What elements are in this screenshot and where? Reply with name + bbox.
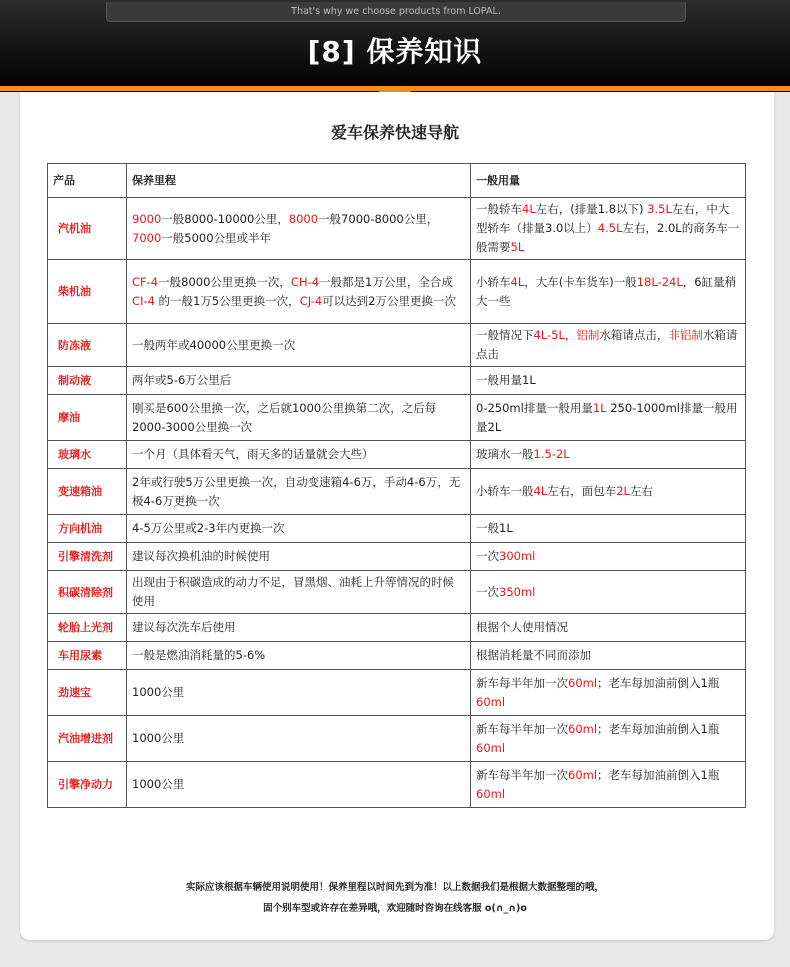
highlight-text: 7000 (132, 230, 162, 245)
highlight-text: CJ-4 (299, 293, 323, 308)
usage-cell (471, 543, 746, 571)
cell-text: 1000公里 (132, 777, 185, 791)
table-body (48, 198, 746, 808)
footer-note (0, 877, 790, 919)
table-row (48, 469, 746, 515)
cell-text: 0-250ml排量一般用量 (476, 400, 593, 415)
table-row (48, 395, 746, 441)
product-cell: 积碳清除剂 (48, 571, 127, 614)
cell-text: 一般轿车 (476, 202, 522, 216)
highlight-text: 18L-24L (636, 274, 683, 289)
table-row (48, 614, 746, 642)
header-mileage: 保养里程 (127, 164, 471, 198)
highlight-text: CF-4 (132, 274, 159, 289)
cell-text: 建议每次换机油的时候使用 (132, 549, 270, 563)
highlight-text: 4L (533, 484, 548, 498)
table-row (48, 543, 746, 571)
cell-text: 新车每半年加一次 (476, 721, 568, 736)
cell-text: 一般两年或40000公里更换一次 (132, 337, 296, 352)
cell-text: 一次 (476, 549, 499, 563)
cell-text: 刚买是600公里换一次，之后就1000公里换第二次，之后每2000-3000公里换一次 (132, 400, 437, 434)
usage-cell (471, 515, 746, 543)
cell-text: 左右，中大型轿车（排量3.0以上） (476, 202, 730, 235)
mileage-cell (127, 762, 471, 808)
highlight-text: 4L (522, 202, 536, 216)
highlight-text: 非铝制 (668, 328, 703, 342)
cell-text: 一般8000公里更换一次， (158, 274, 291, 289)
usage-cell (471, 571, 746, 614)
product-cell: 劲速宝 (48, 670, 127, 716)
highlight-text: 60ml (568, 721, 598, 736)
highlight-text: CI-4 (132, 293, 155, 308)
cell-text: 小轿车 (476, 274, 511, 289)
cell-text: 根据消耗量不同而添加 (476, 648, 591, 662)
cell-text: 水箱请点击， (599, 328, 669, 342)
product-cell: 防冻液 (48, 324, 127, 367)
highlight-text: 1.5-2L (533, 447, 570, 461)
cell-text: 两年或5-6万公里后 (132, 373, 232, 387)
highlight-text: CH-4 (290, 274, 320, 289)
cell-text: 左右，2.0L的商务车一般需要 (476, 221, 740, 254)
highlight-text: 4.5L (597, 221, 623, 235)
highlight-text: 8000 (288, 211, 319, 226)
cell-text: ， (564, 328, 577, 342)
product-cell: 轮胎上光剂 (48, 614, 127, 642)
table-row (48, 324, 746, 367)
cell-text: 1000公里 (132, 731, 185, 745)
cell-text: ，大车(卡车货车)一般 (524, 274, 637, 289)
product-cell: 制动液 (48, 367, 127, 395)
usage-cell (471, 198, 746, 260)
usage-cell (471, 324, 746, 367)
usage-cell (471, 762, 746, 808)
mileage-cell (127, 441, 471, 469)
usage-cell (471, 716, 746, 762)
highlight-text: 铝制 (576, 328, 600, 342)
table-row (48, 762, 746, 808)
highlight-text: 3.5L (647, 202, 672, 216)
usage-cell (471, 469, 746, 515)
cell-text: 一般1L (476, 521, 513, 535)
table-row (48, 441, 746, 469)
mileage-cell (127, 324, 471, 367)
mileage-cell (127, 716, 471, 762)
cell-text: 250-1000ml排量一般用量2L (476, 400, 738, 434)
product-cell: 引擎清洗剂 (48, 543, 127, 571)
cell-text: 建议每次洗车后使用 (132, 620, 236, 634)
mileage-cell (127, 670, 471, 716)
mileage-cell (127, 367, 471, 395)
table-row (48, 198, 746, 260)
usage-cell (471, 670, 746, 716)
table-row (48, 642, 746, 670)
product-cell: 方向机油 (48, 515, 127, 543)
highlight-text: 4L-5L (533, 328, 565, 342)
mileage-cell (127, 198, 471, 260)
table-header-row (48, 164, 746, 198)
cell-text: 可以达到2万公里更换一次 (322, 293, 456, 308)
cell-text: 一般是燃油消耗量的5-6% (132, 648, 266, 662)
mileage-cell (127, 543, 471, 571)
section-title: [8] 保养知识 (307, 35, 483, 68)
usage-cell (471, 367, 746, 395)
cell-text: ，6缸量稍大一些 (476, 274, 737, 308)
cell-text: 一般情况下 (476, 328, 534, 342)
cell-text: 水箱请点击 (476, 328, 738, 361)
table-row (48, 367, 746, 395)
product-cell: 柴机油 (48, 260, 127, 324)
highlight-text: 300ml (499, 549, 536, 563)
cell-text: 一般都是1万公里，全合成 (319, 274, 453, 289)
mileage-cell (127, 395, 471, 441)
mileage-cell (127, 614, 471, 642)
cell-text: 玻璃水一般 (476, 447, 534, 461)
product-cell: 引擎净动力 (48, 762, 127, 808)
product-cell: 汽机油 (48, 198, 127, 260)
top-banner (0, 0, 790, 92)
mileage-cell (127, 469, 471, 515)
highlight-text: 60ml (568, 767, 598, 782)
cell-text: ；老车每加油前倒入1瓶 (597, 767, 720, 782)
highlight-text: 350ml (499, 584, 536, 599)
table-row (48, 515, 746, 543)
table-row (48, 670, 746, 716)
usage-cell (471, 260, 746, 324)
usage-cell (471, 642, 746, 670)
highlight-text: 1L (592, 400, 607, 415)
cell-text: 根据个人使用情况 (476, 620, 568, 634)
cell-text: 小轿车一般 (476, 484, 534, 498)
highlight-text: 5L (510, 240, 525, 254)
product-cell: 变速箱油 (48, 469, 127, 515)
header-product: 产品 (48, 164, 127, 198)
usage-cell (471, 395, 746, 441)
highlight-text: 4L (510, 274, 525, 289)
highlight-text: 9000 (132, 211, 162, 226)
highlight-text: 60ml (476, 786, 506, 801)
product-cell: 玻璃水 (48, 441, 127, 469)
cell-text: 4-5万公里或2-3年内更换一次 (132, 521, 285, 535)
mileage-cell (127, 260, 471, 324)
cell-text: 一次 (476, 584, 499, 599)
header-usage: 一般用量 (471, 164, 746, 198)
mileage-cell (127, 642, 471, 670)
usage-cell (471, 614, 746, 642)
cell-text: 新车每半年加一次 (476, 767, 568, 782)
cell-text: 左右 (629, 484, 653, 498)
cell-text: 1000公里 (132, 685, 185, 699)
cell-text: 一个月（具体看天气，雨天多的话量就会大些） (132, 447, 374, 461)
cell-text: 2年或行驶5万公里更换一次，自动变速箱4-6万，手动4-6万，无极4-6万更换一次 (132, 474, 461, 508)
cell-text: 出现由于积碳造成的动力不足，冒黑烟、油耗上升等情况的时候使用 (132, 575, 454, 608)
highlight-text: 60ml (568, 675, 598, 690)
product-cell: 摩油 (48, 395, 127, 441)
highlight-text: 2L (616, 484, 630, 498)
cell-text: 一般7000-8000公里， (318, 211, 439, 226)
tagline: That's why we choose products from LOPAL. (106, 2, 686, 22)
product-cell: 车用尿素 (48, 642, 127, 670)
table-row (48, 716, 746, 762)
footer-line-2: 固个别车型或许存在差异哦，欢迎随时咨询在线客服 o(∩_∩)o (263, 903, 527, 914)
footer-line-1: 实际应该根据车辆使用说明使用！保养里程以时间先到为准！以上数据我们是根据大数据整理的哦， (185, 882, 604, 893)
cell-text: 的一般1万5公里更换一次， (154, 293, 300, 308)
cell-text: 左右，面包车 (547, 484, 617, 498)
cell-text: 左右，(排量1.8以下) (535, 202, 648, 216)
table-row (48, 260, 746, 324)
cell-text: 一般用量1L (476, 373, 536, 387)
cell-text: ；老车每加油前倒入1瓶 (597, 721, 720, 736)
usage-cell (471, 441, 746, 469)
highlight-text: 60ml (476, 740, 506, 755)
highlight-text: 60ml (476, 694, 506, 709)
mileage-cell (127, 571, 471, 614)
maintenance-table (47, 163, 746, 808)
mileage-cell (127, 515, 471, 543)
cell-text: 一般8000-10000公里， (161, 211, 289, 226)
cell-text: 新车每半年加一次 (476, 675, 568, 690)
cell-text: ；老车每加油前倒入1瓶 (597, 675, 720, 690)
page-title: 爱车保养快速导航 (330, 123, 459, 142)
table-row (48, 571, 746, 614)
product-cell: 汽油增进剂 (48, 716, 127, 762)
cell-text: 一般5000公里或半年 (161, 230, 272, 245)
